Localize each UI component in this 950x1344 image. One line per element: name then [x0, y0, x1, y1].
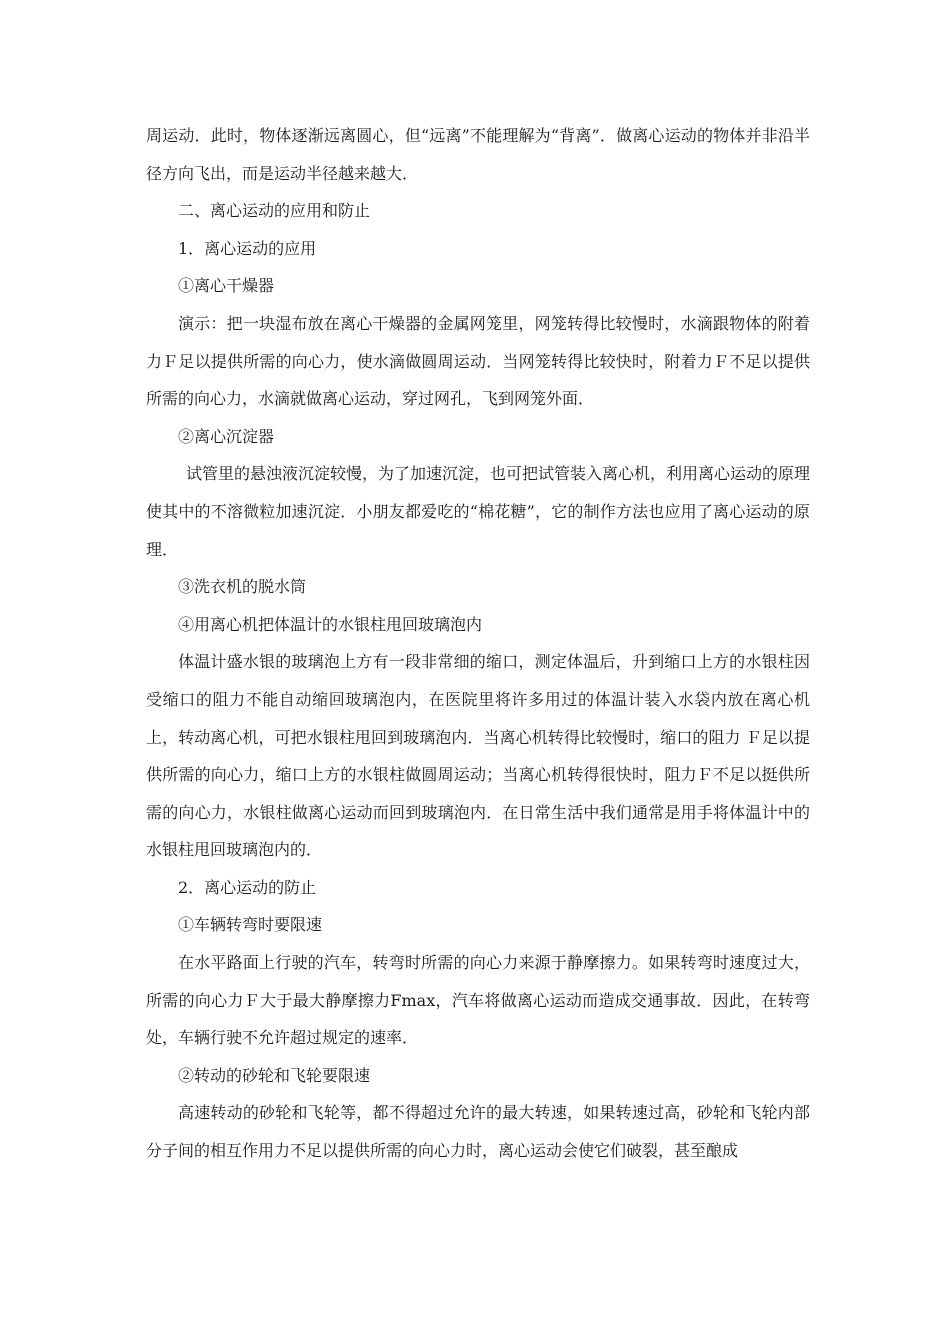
paragraph-demonstration: 演示：把一块湿布放在离心干燥器的金属网笼里，网笼转得比较慢时，水滴跟物体的附着力Ｆ足以提供所需的向心力，使水滴做圆周运动．当网笼转得比较快时，附着力Ｆ不足以提供所需的向心力，水滴就做离心运动，穿过网孔，飞到网笼外面．: [146, 313, 810, 409]
item-heading-vehicle-turning: ①车辆转弯时要限速: [178, 915, 323, 935]
item-heading-washing-machine-spinner: ③洗衣机的脱水筒: [178, 577, 307, 597]
item-heading-centrifugal-sedimenter: ②离心沉淀器: [178, 426, 275, 446]
item-heading-thermometer: ④用离心机把体温计的水银柱甩回玻璃泡内: [178, 614, 483, 634]
document-body: [146, 117, 810, 1170]
paragraph-sedimentation: 试管里的悬浊液沉淀较慢，为了加速沉淀，也可把试管装入离心机，利用离心运动的原理使其中的不溶微粒加速沉淀．小朋友都爱吃的“棉花糖”，它的制作方法也应用了离心运动的原理．: [146, 464, 811, 559]
paragraph-grinding-wheel: 高速转动的砂轮和飞轮等，都不得超过允许的最大转速，如果转速过高，砂轮和飞轮内部分子间的相互作用力不足以提供所需的向心力时，离心运动会使它们破裂，甚至酿成: [146, 1103, 810, 1161]
item-heading-centrifugal-dryer: ①离心干燥器: [178, 276, 275, 296]
section-heading-applications-and-prevention: 二、离心运动的应用和防止: [178, 201, 371, 221]
subsection-heading-applications: 1．离心运动的应用: [178, 238, 317, 258]
item-heading-grinding-wheel: ②转动的砂轮和飞轮要限速: [178, 1065, 371, 1085]
paragraph-continuation: 周运动．此时，物体逐渐远离圆心，但“远离”不能理解为“背离”．做离心运动的物体并非沿半径方向飞出，而是运动半径越来越大．: [146, 126, 810, 183]
paragraph-thermometer: 体温计盛水银的玻璃泡上方有一段非常细的缩口，测定体温后，升到缩口上方的水银柱因受缩口的阻力不能自动缩回玻璃泡内，在医院里将许多用过的体温计装入水袋内放在离心机上，转动离心机，可把水银柱甩回到玻璃泡内．当离心机转得比较慢时，缩口的阻力 Ｆ足以提供所需的向心力，缩口上方的水银柱做圆周运动；当离心机转得很快时，阻力Ｆ不足以挺供所需的向心力，水银柱做离心运动而回到玻璃泡内．在日常生活中我们通常是用手将体温计中的水银柱甩回玻璃泡内的．: [146, 652, 810, 860]
subsection-heading-prevention: 2．离心运动的防止: [178, 877, 317, 897]
paragraph-vehicle-turning: 在水平路面上行驶的汽车，转弯时所需的向心力来源于静摩擦力。如果转弯时速度过大，所需的向心力Ｆ大于最大静摩擦力Fmax，汽车将做离心运动而造成交通事故．因此，在转弯处，车辆行驶不允许超过规定的速率．: [146, 953, 810, 1048]
